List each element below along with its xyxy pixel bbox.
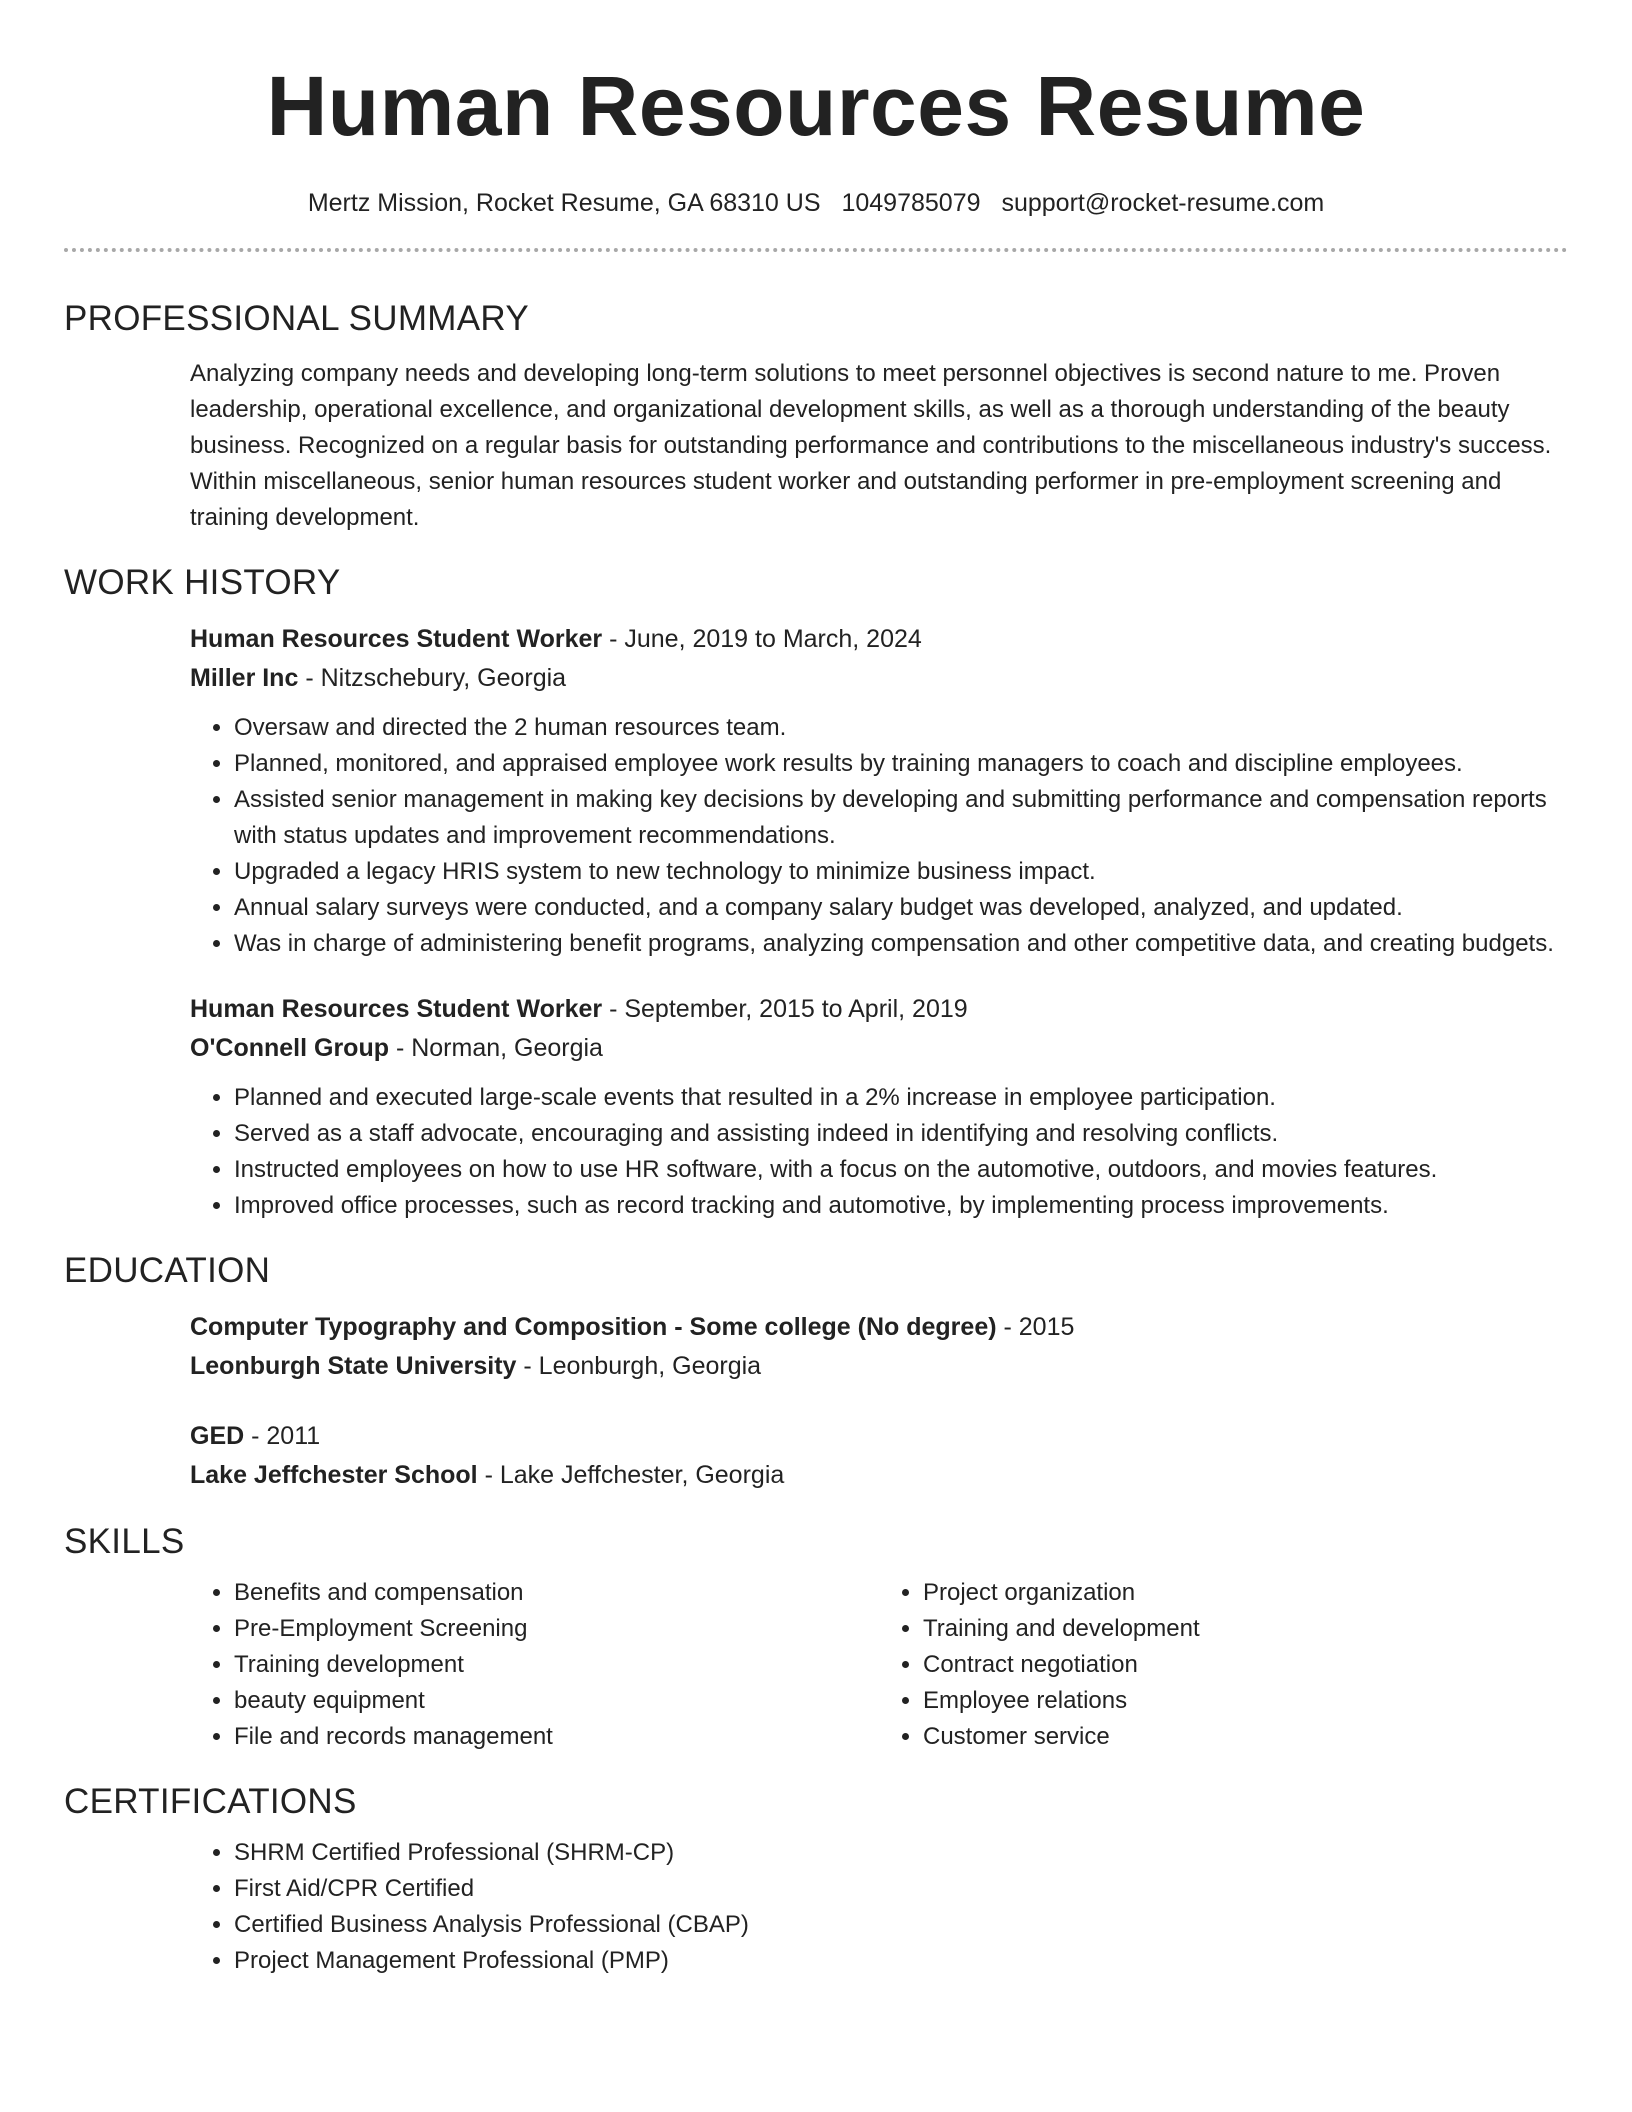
job-bullet: • Was in charge of administering benefit programs, analyzing compensation and other competitive data, and creating budgets. [234, 926, 1568, 962]
skill-item: • Benefits and compensation [234, 1575, 879, 1611]
education-degree-line [190, 1417, 1568, 1456]
job-entry [190, 990, 1568, 1224]
skill-item: • File and records management [234, 1719, 879, 1755]
certification-item: • Project Management Professional (PMP) [234, 1943, 1568, 1979]
job-bullet: • Served as a staff advocate, encouraging and assisting indeed in identifying and resolving conflicts. [234, 1116, 1568, 1152]
job-bullet: • Planned and executed large-scale events that resulted in a 2% increase in employee participation. [234, 1080, 1568, 1116]
skill-item: • Pre-Employment Screening [234, 1611, 879, 1647]
skills-heading: SKILLS [64, 1522, 185, 1561]
resume-page [64, 0, 1568, 1979]
skill-item: • Training and development [923, 1611, 1568, 1647]
job-bullet: • Instructed employees on how to use HR software, with a focus on the automotive, outdoors, and movies features. [234, 1152, 1568, 1188]
contact-address: Mertz Mission, Rocket Resume, GA 68310 US [307, 189, 821, 217]
job-company-line [190, 659, 1568, 698]
education-school: Lake Jeffchester School [190, 1461, 478, 1489]
job-company-line [190, 1029, 1568, 1068]
job-bullet: • Improved office processes, such as record tracking and automotive, by implementing process improvements. [234, 1188, 1568, 1224]
job-bullet: • Upgraded a legacy HRIS system to new technology to minimize business impact. [234, 854, 1568, 890]
skill-item: • Contract negotiation [923, 1647, 1568, 1683]
job-location: - Norman, Georgia [389, 1034, 603, 1062]
job-position: Human Resources Student Worker [190, 995, 603, 1023]
skill-item: • Customer service [923, 1719, 1568, 1755]
education-school-line [190, 1456, 1568, 1495]
skill-item: • Employee relations [923, 1683, 1568, 1719]
certification-item: • First Aid/CPR Certified [234, 1871, 1568, 1907]
job-title-line [190, 620, 1568, 659]
education-year: - 2011 [244, 1422, 321, 1450]
job-title-line [190, 990, 1568, 1029]
education-location: - Leonburgh, Georgia [516, 1352, 762, 1380]
skill-item: • Project organization [923, 1575, 1568, 1611]
skills-list-right [879, 1575, 1568, 1755]
certification-item: • SHRM Certified Professional (SHRM-CP) [234, 1835, 1568, 1871]
education-school: Leonburgh State University [190, 1352, 517, 1380]
skills-list-left [190, 1575, 879, 1755]
job-company: O'Connell Group [190, 1034, 389, 1062]
summary-heading: PROFESSIONAL SUMMARY [64, 299, 529, 338]
job-bullets [190, 710, 1568, 962]
job-entry [190, 620, 1568, 962]
certifications-section [64, 1781, 1568, 1979]
education-location: - Lake Jeffchester, Georgia [477, 1461, 785, 1489]
resume-title: Human Resources Resume [266, 59, 1366, 153]
job-bullet: • Oversaw and directed the 2 human resources team. [234, 710, 1568, 746]
skill-item: • Training development [234, 1647, 879, 1683]
education-entry [190, 1308, 1568, 1386]
job-bullet: • Assisted senior management in making key decisions by developing and submitting performance and compensation reports with status updates and improvement recommendations. [234, 782, 1568, 854]
certification-item: • Certified Business Analysis Professional (CBAP) [234, 1907, 1568, 1943]
job-dates: - September, 2015 to April, 2019 [602, 995, 968, 1023]
header-divider [64, 248, 1568, 252]
summary-section [64, 298, 1568, 536]
contact-line [64, 188, 1568, 218]
contact-phone: 1049785079 [841, 189, 981, 217]
skills-section [64, 1521, 1568, 1755]
skills-grid [190, 1575, 1568, 1755]
skill-item: • beauty equipment [234, 1683, 879, 1719]
job-position: Human Resources Student Worker [190, 625, 603, 653]
education-degree: Computer Typography and Composition - Some college (No degree) [190, 1313, 997, 1341]
contact-email: support@rocket-resume.com [1001, 189, 1325, 217]
education-degree-line [190, 1308, 1568, 1347]
summary-text: Analyzing company needs and developing long-term solutions to meet personnel objectives is second nature to me. Proven leadership, operational excellence, and organizational development skills, as well as a thorough understanding of the beauty business. Recognized on a regular basis for outstanding performance and contributions to the miscellaneous industry's success. Within miscellaneous, senior human resources student worker and outstanding performer in pre-employment screening and training development. [190, 360, 1552, 531]
job-company: Miller Inc [190, 664, 299, 692]
certifications-heading: CERTIFICATIONS [64, 1782, 357, 1821]
job-dates: - June, 2019 to March, 2024 [602, 625, 922, 653]
education-section [64, 1250, 1568, 1495]
job-location: - Nitzschebury, Georgia [298, 664, 567, 692]
education-degree: GED [190, 1422, 245, 1450]
work-history-section [64, 562, 1568, 1224]
certifications-list [190, 1835, 1568, 1979]
job-bullets [190, 1080, 1568, 1224]
job-bullet: • Planned, monitored, and appraised employee work results by training managers to coach and discipline employees. [234, 746, 1568, 782]
education-school-line [190, 1347, 1568, 1386]
job-bullet: • Annual salary surveys were conducted, and a company salary budget was developed, analyzed, and updated. [234, 890, 1568, 926]
education-year: - 2015 [996, 1313, 1075, 1341]
education-heading: EDUCATION [64, 1251, 271, 1290]
education-entry [190, 1417, 1568, 1495]
work-history-heading: WORK HISTORY [64, 563, 341, 602]
